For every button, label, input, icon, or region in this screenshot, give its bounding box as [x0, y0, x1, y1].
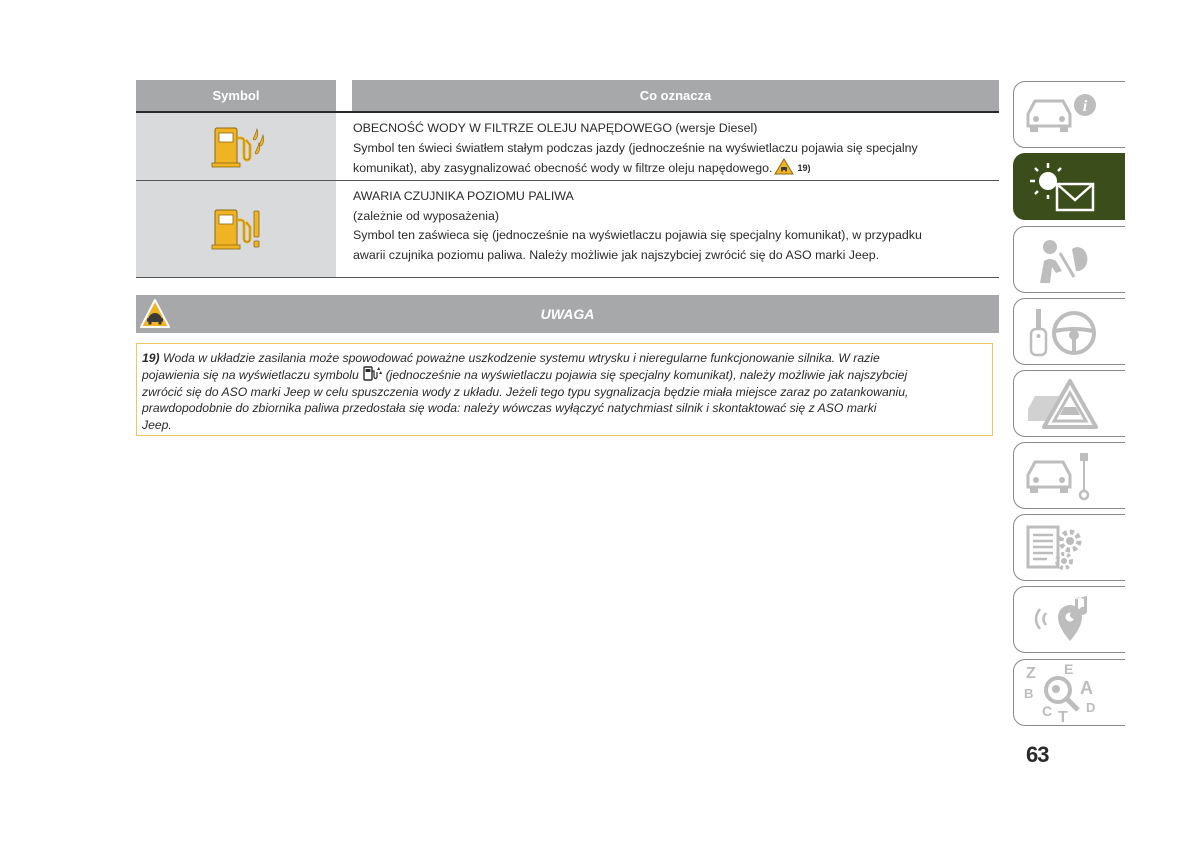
column-header-symbol: Symbol	[136, 80, 336, 111]
tab-maintenance[interactable]	[1013, 442, 1125, 509]
tab-technical-data[interactable]	[1013, 514, 1125, 581]
table-header	[136, 80, 999, 113]
index-letter: C	[1042, 703, 1053, 719]
row-title: OBECNOŚĆ WODY W FILTRZE OLEJU NAPĘDOWEGO (wersje Diesel)	[353, 121, 758, 135]
column-header-meaning: Co oznacza	[352, 80, 999, 111]
list-gears-icon	[1014, 515, 1126, 582]
water-in-fuel-icon	[362, 366, 382, 382]
note-line: pojawienia się na wyświetlaczu symbolu (jednocześnie na wyświetlaczu pojawia się specjalny komunikat), należy możliwie jak najszybciej	[142, 368, 908, 383]
warning-lights-table	[136, 80, 999, 278]
car-wrench-icon	[1014, 443, 1126, 510]
note-line: prawdopodobnie do zbiornika paliwa przedostała się woda: należy wówczas wyłączyć natychmiast silnik i skontaktować się z ASO marki	[142, 401, 877, 416]
index-letter: Z	[1026, 665, 1036, 682]
fuel-sensor-failure-icon	[209, 207, 263, 251]
row-title: AWARIA CZUJNIKA POZIOMU PALIWA	[353, 189, 574, 203]
note-line: 19) Woda w układzie zasilania może spowodować poważne uszkodzenie systemu wtrysku i nieregularne funkcjonowanie silnika. W razie	[142, 351, 880, 365]
index-search-icon	[1014, 660, 1126, 727]
table-row	[136, 113, 999, 181]
index-letter: A	[1080, 678, 1093, 698]
tab-car-info[interactable]	[1013, 81, 1125, 148]
row-text-line: awarii czujnika poziomu paliwa. Należy możliwie jak najszybciej zwrócić się do ASO marki Jeep.	[353, 247, 880, 262]
index-letter: E	[1064, 661, 1074, 677]
symbol-cell	[136, 181, 336, 277]
warning-title: UWAGA	[540, 306, 595, 322]
row-text-line: komunikat), aby zasygnalizować obecność wody w filtrze oleju napędowego. 19)	[353, 158, 999, 179]
table-row	[136, 181, 999, 278]
tab-index[interactable]	[1013, 659, 1125, 726]
index-letter: B	[1024, 686, 1034, 701]
note-line: zwrócić się do ASO marki Jeep w celu spuszczenia wody z układu. Jeżeli tego typu sygnalizacja będzie miała miejsce zaraz po zatankowaniu,	[142, 384, 909, 399]
light-message-icon	[1014, 154, 1126, 221]
row-text-line: Symbol ten świeci światłem stałym podczas jazdy (jednocześnie na wyświetlaczu pojawia się specjalny	[353, 140, 918, 155]
tab-emergency[interactable]	[1013, 370, 1125, 437]
row-text-line: Symbol ten zaświeca się (jednocześnie na wyświetlaczu pojawia się specjalny komunikat), w przypadku	[353, 228, 922, 242]
row-description	[353, 181, 999, 271]
key-steering-icon	[1014, 299, 1126, 366]
page-number: 63	[1026, 742, 1049, 767]
svg-text:i: i	[1082, 98, 1088, 115]
index-letter: D	[1086, 700, 1096, 715]
symbol-cell	[136, 113, 336, 180]
safety-airbag-icon	[1014, 227, 1126, 294]
tab-lights-messages[interactable]	[1013, 153, 1125, 220]
row-description	[353, 113, 999, 185]
footnote-reference[interactable]: 19)	[797, 163, 811, 173]
water-in-fuel-icon	[205, 125, 267, 169]
warning-note	[136, 343, 993, 436]
note-line: Jeep.	[142, 417, 172, 432]
car-info-icon	[1014, 82, 1126, 149]
footnote-number: 19)	[142, 351, 160, 365]
row-text-line: (zależnie od wyposażenia)	[353, 208, 500, 223]
warning-triangle-icon	[774, 158, 794, 175]
tab-safety[interactable]	[1013, 226, 1125, 293]
warning-header	[136, 295, 999, 333]
media-location-icon	[1014, 587, 1126, 654]
tab-multimedia[interactable]	[1013, 586, 1125, 653]
tab-start-driving[interactable]	[1013, 298, 1125, 365]
index-letter: T	[1058, 709, 1068, 726]
car-warning-triangle-icon	[1014, 371, 1126, 438]
